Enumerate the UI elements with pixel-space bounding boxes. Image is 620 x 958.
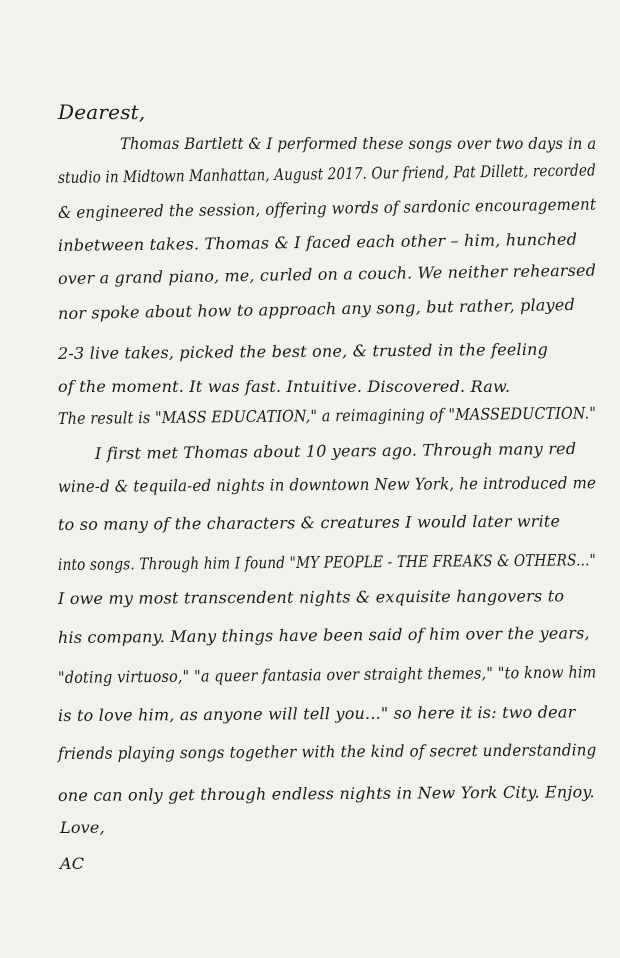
letter-line: to so many of the characters & creatures I would later write: [57, 511, 561, 534]
letter-line: "doting virtuoso," "a queer fantasia over straight themes," "to know him: [57, 662, 597, 687]
letter-line: I first met Thomas about 10 years ago. Through many red: [94, 438, 577, 463]
letter-line: studio in Midtown Manhattan, August 2017. Our friend, Pat Dillett, recorded: [57, 160, 596, 187]
letter-line: over a grand piano, me, curled on a couch. We neither rehearsed: [57, 260, 597, 288]
letter-signature: AC: [60, 854, 85, 873]
letter-salutation: Dearest,: [58, 100, 146, 124]
letter-line: into songs. Through him I found "MY PEOPLE - THE FREAKS & OTHERS...": [57, 550, 597, 574]
letter-closing: Love,: [60, 818, 105, 837]
letter-line: one can only get through endless nights in New York City. Enjoy.: [57, 782, 595, 805]
letter-line: of the moment. It was fast. Intuitive. Discovered. Raw.: [58, 377, 511, 396]
letter-line: his company. Many things have been said of him over the years,: [57, 623, 590, 647]
letter-line: nor spoke about how to approach any song, but rather, played: [57, 294, 576, 323]
letter-line: friends playing songs together with the kind of secret understanding: [57, 740, 597, 763]
letter-line: inbetween takes. Thomas & I faced each other – him, hunched: [57, 229, 578, 255]
letter-line: I owe my most transcendent nights & exquisite hangovers to: [57, 586, 565, 608]
letter-line: wine-d & tequila-ed nights in downtown New York, he introduced me: [57, 473, 597, 496]
letter-line: is to love him, as anyone will tell you..." so here it is: two dear: [57, 702, 576, 725]
letter-line: The result is "MASS EDUCATION," a reimagining of "MASSEDUCTION.": [57, 403, 597, 428]
letter-line: Thomas Bartlett & I performed these songs over two days in a: [120, 134, 597, 153]
letter-line: 2-3 live takes, picked the best one, & trusted in the feeling: [57, 339, 549, 363]
letter-line: & engineered the session, offering words of sardonic encouragement: [57, 194, 597, 222]
